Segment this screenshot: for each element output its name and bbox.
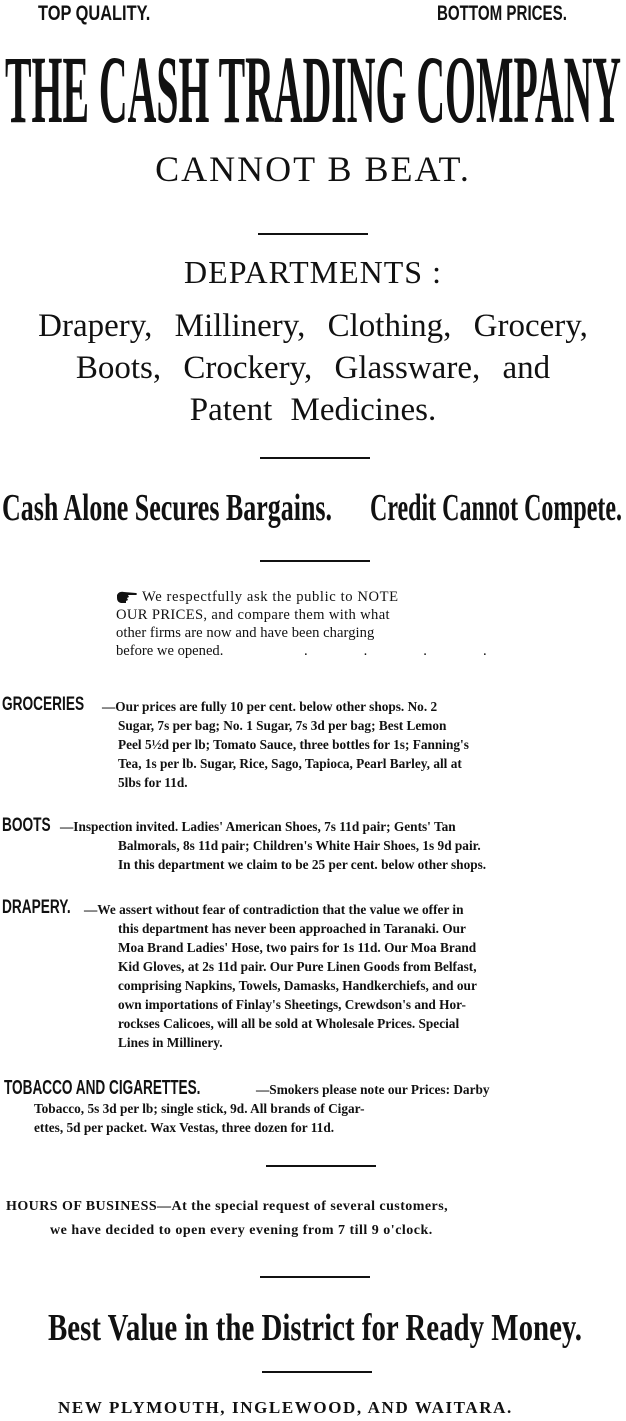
departments-line: Patent Medicines. xyxy=(189,392,437,428)
body-line: comprising Napkins, Towels, Damasks, Handkerchiefs, and our xyxy=(118,978,477,993)
body-line: Moa Brand Ladies' Hose, two pairs for 1s 11d. Our Moa Brand xyxy=(118,940,477,955)
body-line: Peel 5½d per lb; Tomato Sauce, three bottles for 1s; Fanning's xyxy=(118,737,469,752)
body-line: Kid Gloves, at 2s 11d pair. Our Pure Linen Goods from Belfast, xyxy=(118,959,477,974)
best-value-slogan xyxy=(46,1304,586,1350)
notice-line: other firms are now and have been charging xyxy=(116,625,375,641)
body-line: ettes, 5d per packet. Wax Vestas, three dozen for 11d. xyxy=(34,1120,335,1135)
slogan-right: Credit Cannot Compete. xyxy=(370,487,622,529)
body-line: Balmorals, 8s 11d pair; Children's White Hair Shoes, 1s 9d pair. xyxy=(118,838,481,853)
divider xyxy=(262,1371,372,1373)
section-heading: GROCERIES xyxy=(2,694,85,715)
locations: NEW PLYMOUTH, INGLEWOOD, AND WAITARA. xyxy=(58,1398,513,1417)
divider xyxy=(258,233,368,235)
body-line: —Our prices are fully 10 per cent. below other shops. No. 2 xyxy=(102,699,438,714)
slogan-left: Cash Alone Secures Bargains. xyxy=(2,487,332,529)
body-line: —Smokers please note our Prices: Darby xyxy=(256,1082,490,1097)
body-line: In this department we claim to be 25 per cent. below other shops. xyxy=(118,857,487,872)
section-heading: TOBACCO AND CIGARETTES. xyxy=(4,1077,201,1099)
body-line: Tobacco, 5s 3d per lb; single stick, 9d. All brands of Cigar- xyxy=(34,1101,365,1116)
notice-line: before we opened. xyxy=(116,643,224,659)
divider xyxy=(260,457,370,459)
section-heading: BOOTS xyxy=(2,815,51,836)
hours-line: HOURS OF BUSINESS—At the special request of several customers, xyxy=(6,1199,449,1214)
svg-text:THE CASH TRADING COMPANY: THE CASH TRADING COMPANY xyxy=(5,42,621,132)
body-line: Sugar, 7s per bag; No. 1 Sugar, 7s 3d per bag; Best Lemon xyxy=(118,718,447,733)
company-name xyxy=(4,42,622,132)
tagline: CANNOT B BEAT. xyxy=(155,149,471,189)
divider xyxy=(266,1165,376,1167)
slogan-row xyxy=(2,484,622,532)
departments-line: Drapery, Millinery, Clothing, Grocery, xyxy=(38,308,588,344)
svg-text:Best Value in the District for: Best Value in the District for Ready Money. xyxy=(48,1307,582,1349)
bottom-prices-label: BOTTOM PRICES. xyxy=(437,2,567,25)
notice-line: OUR PRICES, and compare them with what xyxy=(116,607,390,623)
body-line: this department has never been approached in Taranaki. Our xyxy=(118,921,466,936)
divider xyxy=(260,1276,370,1278)
body-line: —We assert without fear of contradiction that the value we offer in xyxy=(84,902,464,917)
body-line: Tea, 1s per lb. Sugar, Rice, Sago, Tapioca, Pearl Barley, all at xyxy=(118,756,462,771)
divider xyxy=(260,560,370,562)
notice-dots: .... xyxy=(304,643,543,659)
body-line: —Inspection invited. Ladies' American Shoes, 7s 11d pair; Gents' Tan xyxy=(60,819,456,834)
body-line: rockses Calicoes, will all be sold at Wholesale Prices. Special xyxy=(118,1016,460,1031)
top-quality-label: TOP QUALITY. xyxy=(38,2,151,25)
body-line: Lines in Millinery. xyxy=(118,1035,223,1050)
departments-heading: DEPARTMENTS : xyxy=(184,254,442,290)
pointing-hand-icon xyxy=(115,589,139,605)
section-heading: DRAPERY. xyxy=(2,897,71,918)
departments-line: Boots, Crockery, Glassware, and xyxy=(75,350,551,386)
body-line: own importations of Finlay's Sheetings, Crewdson's and Hor- xyxy=(118,997,466,1012)
departments-list xyxy=(0,305,626,431)
notice-line: We respectfully ask the public to NOTE xyxy=(142,589,399,605)
hours-line: we have decided to open every evening from 7 till 9 o'clock. xyxy=(50,1223,433,1238)
body-line: 5lbs for 11d. xyxy=(118,775,188,790)
